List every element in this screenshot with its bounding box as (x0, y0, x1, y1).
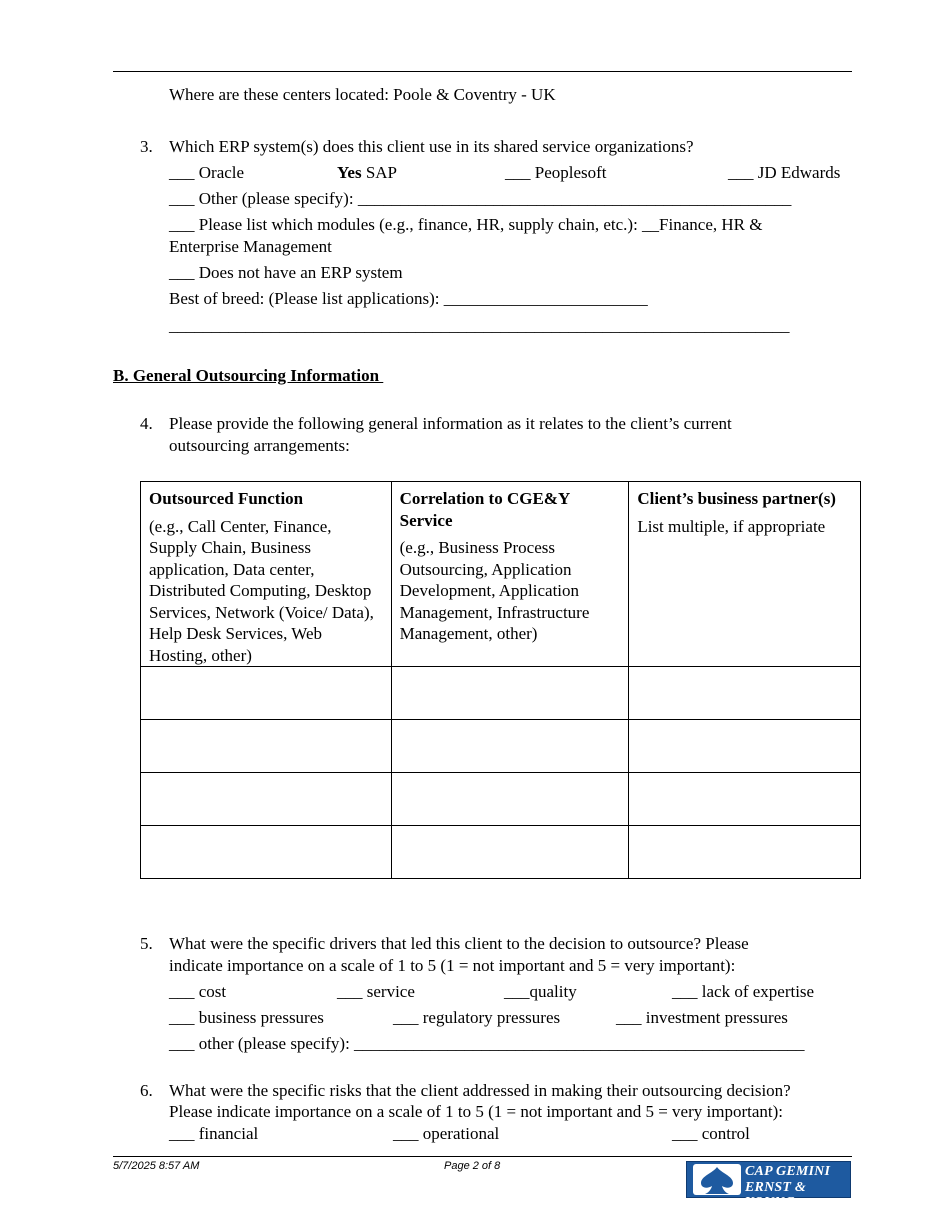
q4-line2: outsourcing arrangements: (169, 436, 350, 455)
table-cell-partner[interactable] (629, 773, 861, 826)
col2-title: Correlation to CGE&Y Service (399, 489, 570, 530)
q5-line1: What were the specific drivers that led this client to the decision to outsource? Please (169, 934, 749, 953)
q5-option-service: ___ service (337, 982, 415, 1001)
header-rule (113, 71, 852, 72)
table-header-outsourced-function (141, 482, 392, 667)
q3-option-sap (337, 162, 397, 184)
table-cell-correlation[interactable] (391, 773, 629, 826)
q3-option-other: ___ Other (please specify): ___________________________________________________ (169, 189, 792, 208)
table-row (141, 826, 861, 879)
table-header-correlation (391, 482, 629, 667)
table-cell-function[interactable] (141, 826, 392, 879)
table-cell-partner[interactable] (629, 826, 861, 879)
q4-line1: Please provide the following general information as it relates to the client’s current (169, 414, 732, 433)
table-header-row (141, 482, 861, 667)
section-b-title: B. General Outsourcing Information (113, 366, 384, 385)
q3-no-erp: ___ Does not have an ERP system (169, 263, 403, 282)
table-cell-correlation[interactable] (391, 720, 629, 773)
q3-blank-line: _________________________________________________________________________ (169, 316, 790, 335)
q5-option-investment: ___ investment pressures (616, 1008, 788, 1027)
q6-number: 6. (140, 1081, 153, 1100)
q3-modules-line1: ___ Please list which modules (e.g., finance, HR, supply chain, etc.): __Finance, HR & (169, 215, 763, 234)
table-cell-correlation[interactable] (391, 826, 629, 879)
col3-desc: List multiple, if appropriate (637, 516, 826, 536)
q6-line2: Please indicate importance on a scale of 1 to 5 (1 = not important and 5 = very important): (169, 1102, 784, 1121)
q3-option-peoplesoft: ___ Peoplesoft (505, 163, 607, 182)
table-row (141, 720, 861, 773)
logo-line1: CAP GEMINI (745, 1164, 831, 1179)
q3-sap-label: SAP (361, 163, 397, 182)
outsourcing-table (140, 481, 861, 879)
q5-number: 5. (140, 934, 153, 953)
footer-page-number: Page 2 of 8 (444, 1160, 501, 1172)
centers-location: Where are these centers located: Poole & Coventry - UK (169, 85, 556, 104)
spade-icon (693, 1164, 741, 1195)
table-cell-partner[interactable] (629, 667, 861, 720)
footer-rule (113, 1156, 852, 1157)
logo-line2: ERNST & YOUNG (745, 1180, 806, 1210)
cap-gemini-ernst-young-logo (686, 1161, 851, 1210)
col3-title: Client’s business partner(s) (637, 489, 836, 508)
q5-option-other: ___ other (please specify): _____________________________________________________ (169, 1034, 805, 1053)
q5-option-cost: ___ cost (169, 982, 227, 1001)
q5-option-quality: ___quality (504, 982, 577, 1001)
q6-option-operational: ___ operational (393, 1124, 500, 1143)
q5-option-expertise: ___ lack of expertise (672, 982, 815, 1001)
q3-number: 3. (140, 137, 153, 156)
col2-desc: (e.g., Business Process Outsourcing, Application Development, Application Management, Infrastructure Management, other) (399, 538, 590, 643)
table-cell-function[interactable] (141, 773, 392, 826)
q4-number: 4. (140, 414, 153, 433)
q3-sap-mark: Yes (337, 163, 362, 182)
col1-desc: (e.g., Call Center, Finance, Supply Chain, Business application, Data center, Distributed Computing, Desktop Services, Network (Voice/ Data), Help Desk Services, Web Hosting, other) (149, 516, 374, 665)
q5-option-business: ___ business pressures (169, 1008, 324, 1027)
q3-option-oracle: ___ Oracle (169, 163, 245, 182)
col1-title: Outsourced Function (149, 489, 304, 508)
table-cell-partner[interactable] (629, 720, 861, 773)
table-cell-correlation[interactable] (391, 667, 629, 720)
table-cell-function[interactable] (141, 667, 392, 720)
q6-option-financial: ___ financial (169, 1124, 259, 1143)
q3-question: Which ERP system(s) does this client use in its shared service organizations? (169, 137, 694, 156)
table-cell-function[interactable] (141, 720, 392, 773)
q5-line2: indicate importance on a scale of 1 to 5 (1 = not important and 5 = very important): (169, 956, 740, 975)
q5-option-regulatory: ___ regulatory pressures (393, 1008, 561, 1027)
table-row (141, 773, 861, 826)
q6-option-control: ___ control (672, 1124, 750, 1143)
footer-datetime: 5/7/2025 8:57 AM (113, 1160, 200, 1172)
q6-line1: What were the specific risks that the client addressed in making their outsourcing decision? (169, 1081, 791, 1100)
table-row (141, 667, 861, 720)
q3-option-jdedwards: ___ JD Edwards (728, 163, 841, 182)
q3-best-of-breed: Best of breed: (Please list applications): ________________________ (169, 289, 648, 308)
q3-modules-line2: Enterprise Management (169, 237, 332, 256)
table-header-business-partner (629, 482, 861, 667)
